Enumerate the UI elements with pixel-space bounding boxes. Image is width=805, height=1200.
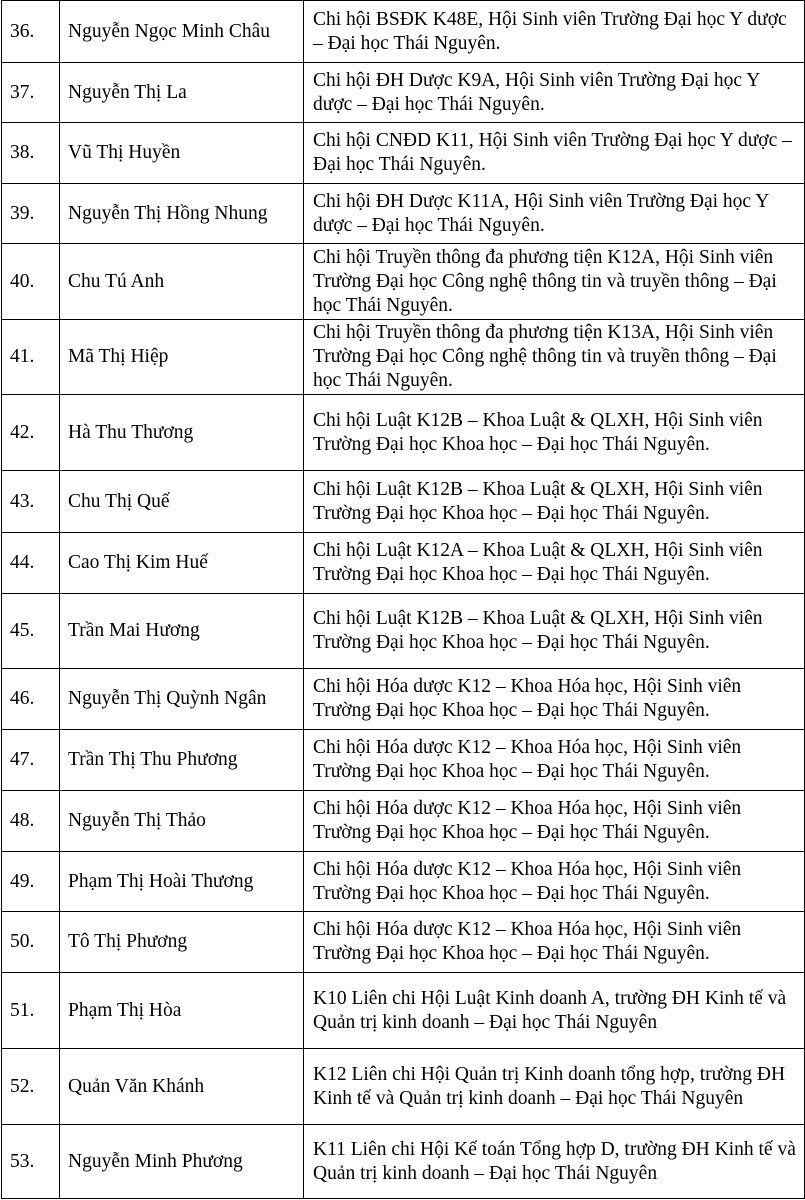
member-name: Nguyễn Thị Thảo bbox=[60, 791, 304, 852]
member-unit: Chi hội Luật K12A – Khoa Luật & QLXH, Hội Sinh viên Trường Đại học Khoa học – Đại học Thái Nguyên. bbox=[304, 533, 805, 594]
row-number: 45. bbox=[2, 594, 60, 669]
member-unit: Chi hội Luật K12B – Khoa Luật & QLXH, Hội Sinh viên Trường Đại học Khoa học – Đại học Thái Nguyên. bbox=[304, 471, 805, 533]
member-unit: Chi hội Hóa dược K12 – Khoa Hóa học, Hội Sinh viên Trường Đại học Khoa học – Đại học Thái Nguyên. bbox=[304, 730, 805, 791]
table-row bbox=[2, 533, 805, 594]
member-unit: Chi hội Truyền thông đa phương tiện K13A, Hội Sinh viên Trường Đại học Công nghệ thông tin và truyền thông – Đại học Thái Nguyên. bbox=[304, 320, 805, 395]
member-name: Chu Thị Quế bbox=[60, 471, 304, 533]
table-row bbox=[2, 471, 805, 533]
member-name: Vũ Thị Huyền bbox=[60, 123, 304, 184]
member-unit: Chi hội Truyền thông đa phương tiện K12A, Hội Sinh viên Trường Đại học Công nghệ thông tin và truyền thông – Đại học Thái Nguyên. bbox=[304, 244, 805, 320]
table-row bbox=[2, 594, 805, 669]
table-row bbox=[2, 912, 805, 973]
table-row bbox=[2, 1049, 805, 1125]
table-row bbox=[2, 320, 805, 395]
row-number: 41. bbox=[2, 320, 60, 395]
member-unit: Chi hội ĐH Dược K9A, Hội Sinh viên Trường Đại học Y dược – Đại học Thái Nguyên. bbox=[304, 63, 805, 123]
table-row bbox=[2, 730, 805, 791]
table-row bbox=[2, 1, 805, 63]
row-number: 40. bbox=[2, 244, 60, 320]
table-row bbox=[2, 791, 805, 852]
row-number: 51. bbox=[2, 973, 60, 1049]
row-number: 37. bbox=[2, 63, 60, 123]
member-name: Phạm Thị Hoài Thương bbox=[60, 852, 304, 912]
row-number: 47. bbox=[2, 730, 60, 791]
member-name: Hà Thu Thương bbox=[60, 395, 304, 471]
row-number: 49. bbox=[2, 852, 60, 912]
member-unit: Chi hội Luật K12B – Khoa Luật & QLXH, Hội Sinh viên Trường Đại học Khoa học – Đại học Thái Nguyên. bbox=[304, 395, 805, 471]
member-name: Phạm Thị Hòa bbox=[60, 973, 304, 1049]
member-unit: Chi hội BSĐK K48E, Hội Sinh viên Trường Đại học Y dược – Đại học Thái Nguyên. bbox=[304, 1, 805, 63]
row-number: 36. bbox=[2, 1, 60, 63]
member-name: Trần Mai Hương bbox=[60, 594, 304, 669]
row-number: 50. bbox=[2, 912, 60, 973]
member-unit: Chi hội CNĐD K11, Hội Sinh viên Trường Đại học Y dược – Đại học Thái Nguyên. bbox=[304, 123, 805, 184]
member-name: Cao Thị Kim Huế bbox=[60, 533, 304, 594]
row-number: 43. bbox=[2, 471, 60, 533]
member-unit: K12 Liên chi Hội Quản trị Kinh doanh tổng hợp, trường ĐH Kinh tế và Quản trị kinh doanh – Đại học Thái Nguyên bbox=[304, 1049, 805, 1125]
row-number: 48. bbox=[2, 791, 60, 852]
table-row bbox=[2, 973, 805, 1049]
member-name: Nguyễn Thị Hồng Nhung bbox=[60, 184, 304, 244]
table-row bbox=[2, 244, 805, 320]
table-row bbox=[2, 184, 805, 244]
table-row bbox=[2, 1125, 805, 1199]
member-unit: K11 Liên chi Hội Kế toán Tổng hợp D, trường ĐH Kinh tế và Quản trị kinh doanh – Đại học Thái Nguyên bbox=[304, 1125, 805, 1199]
table-row bbox=[2, 395, 805, 471]
row-number: 42. bbox=[2, 395, 60, 471]
member-name: Nguyễn Minh Phương bbox=[60, 1125, 304, 1199]
row-number: 38. bbox=[2, 123, 60, 184]
member-unit: Chi hội Hóa dược K12 – Khoa Hóa học, Hội Sinh viên Trường Đại học Khoa học – Đại học Thái Nguyên. bbox=[304, 791, 805, 852]
row-number: 39. bbox=[2, 184, 60, 244]
table-row bbox=[2, 852, 805, 912]
table-row bbox=[2, 669, 805, 730]
member-name: Nguyễn Ngọc Minh Châu bbox=[60, 1, 304, 63]
member-name: Quản Văn Khánh bbox=[60, 1049, 304, 1125]
member-unit: Chi hội Hóa dược K12 – Khoa Hóa học, Hội Sinh viên Trường Đại học Khoa học – Đại học Thái Nguyên. bbox=[304, 912, 805, 973]
member-name: Trần Thị Thu Phương bbox=[60, 730, 304, 791]
member-unit: Chi hội Luật K12B – Khoa Luật & QLXH, Hội Sinh viên Trường Đại học Khoa học – Đại học Thái Nguyên. bbox=[304, 594, 805, 669]
row-number: 44. bbox=[2, 533, 60, 594]
member-unit: Chi hội ĐH Dược K11A, Hội Sinh viên Trường Đại học Y dược – Đại học Thái Nguyên. bbox=[304, 184, 805, 244]
table-row bbox=[2, 63, 805, 123]
member-unit: K10 Liên chi Hội Luật Kinh doanh A, trường ĐH Kinh tế và Quản trị kinh doanh – Đại học Thái Nguyên bbox=[304, 973, 805, 1049]
member-name: Nguyễn Thị La bbox=[60, 63, 304, 123]
member-name: Tô Thị Phương bbox=[60, 912, 304, 973]
row-number: 53. bbox=[2, 1125, 60, 1199]
member-name: Mã Thị Hiệp bbox=[60, 320, 304, 395]
member-name: Chu Tú Anh bbox=[60, 244, 304, 320]
row-number: 52. bbox=[2, 1049, 60, 1125]
row-number: 46. bbox=[2, 669, 60, 730]
member-unit: Chi hội Hóa dược K12 – Khoa Hóa học, Hội Sinh viên Trường Đại học Khoa học – Đại học Thái Nguyên. bbox=[304, 852, 805, 912]
member-table bbox=[1, 0, 805, 1199]
member-unit: Chi hội Hóa dược K12 – Khoa Hóa học, Hội Sinh viên Trường Đại học Khoa học – Đại học Thái Nguyên. bbox=[304, 669, 805, 730]
member-name: Nguyễn Thị Quỳnh Ngân bbox=[60, 669, 304, 730]
table-row bbox=[2, 123, 805, 184]
